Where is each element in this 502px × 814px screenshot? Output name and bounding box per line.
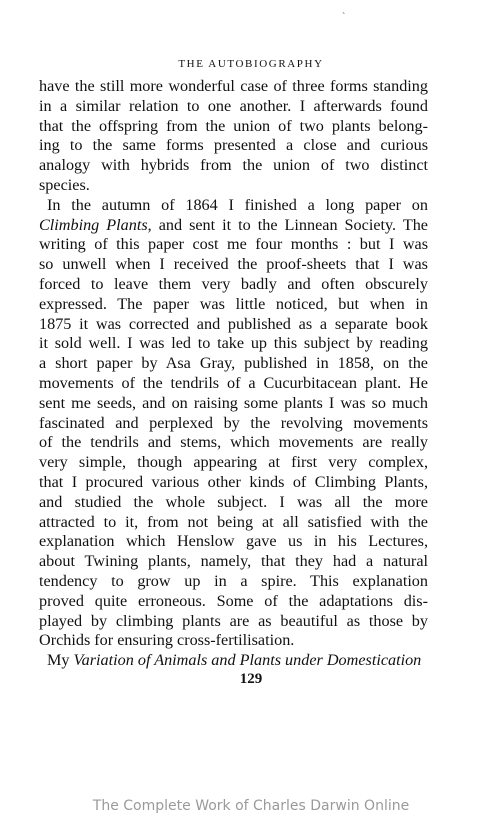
text-run: fascinated and perplexed by the revolving movements (39, 413, 428, 432)
text-line (39, 295, 428, 315)
text-run: that the offspring from the union of two plants belong- (39, 116, 428, 135)
text-line (39, 513, 428, 533)
italic-title: Variation of Animals and Plants under Domestication (73, 651, 422, 670)
text-run: that I procured various other kinds of Climbing Plants, (39, 472, 428, 491)
text-line (39, 493, 428, 513)
text-run: My (47, 651, 74, 670)
text-line (39, 275, 428, 295)
text-run: played by climbing plants are as beautiful as those by (39, 611, 428, 630)
text-line (39, 136, 428, 156)
text-line (39, 117, 428, 137)
text-run: proved quite erroneous. Some of the adaptations dis- (39, 591, 428, 610)
text-run: in a similar relation to one another. I afterwards found (39, 96, 428, 115)
text-run: movements of the tendrils of a Cucurbitacean plant. He (39, 373, 428, 392)
text-run: attracted to it, from not being at all satisfied with the (39, 512, 428, 531)
text-run: so unwell when I received the proof-sheets that I was (39, 255, 428, 274)
text-run: expressed. The paper was little noticed, but when in (39, 294, 428, 313)
text-line (39, 532, 428, 552)
text-line (39, 552, 428, 572)
text-line (39, 473, 428, 493)
text-run: and studied the whole subject. I was all the more (39, 492, 428, 511)
text-line (39, 216, 428, 236)
text-run: sent me seeds, and on raising some plants I was so much (39, 393, 428, 412)
text-line (39, 612, 428, 632)
text-line (39, 394, 428, 414)
text-line (39, 97, 428, 117)
text-line (39, 414, 428, 434)
text-run: forced to leave them very badly and often obscurely (39, 274, 428, 293)
body-text (39, 77, 428, 671)
text-line (39, 651, 428, 671)
text-line (39, 453, 428, 473)
text-line (39, 592, 428, 612)
text-run: explanation which Henslow gave us in his Lectures, (39, 532, 428, 551)
text-line (39, 255, 428, 275)
text-run: species. (39, 175, 90, 194)
text-run: Orchids for ensuring cross-fertilisation. (39, 631, 295, 650)
page-number: 129 (239, 671, 263, 687)
text-run: analogy with hybrids from the union of two distinct (39, 156, 428, 175)
text-run: a short paper by Asa Gray, published in 1858, on the (39, 354, 428, 373)
text-line (39, 315, 428, 335)
text-line (39, 354, 428, 374)
running-head: THE AUTOBIOGRAPHY (178, 58, 324, 70)
text-run: 1875 it was corrected and published as a separate book (39, 314, 428, 333)
text-line (39, 631, 428, 651)
stray-mark: ` (342, 12, 346, 23)
text-run: , and sent it to the Linnean Society. The (147, 215, 428, 234)
text-line (39, 176, 428, 196)
text-line (39, 235, 428, 255)
text-run: about Twining plants, namely, that they had a natural (39, 552, 428, 571)
text-line (39, 196, 428, 216)
text-run: tendency to grow up in a spire. This explanation (39, 571, 428, 590)
footer-credit: The Complete Work of Charles Darwin Online (92, 798, 410, 814)
text-run: very simple, though appearing at first very complex, (39, 453, 428, 472)
text-line (39, 374, 428, 394)
text-run: ing to the same forms presented a close and curious (39, 136, 428, 155)
text-line (39, 572, 428, 592)
text-line (39, 334, 428, 354)
text-run: writing of this paper cost me four months : but I was (39, 235, 428, 254)
text-line (39, 156, 428, 176)
text-line (39, 433, 428, 453)
italic-title: Climbing Plants (39, 215, 148, 234)
text-run: have the still more wonderful case of three forms standing (39, 77, 428, 95)
text-run: of the tendrils and stems, which movements are really (39, 433, 428, 452)
text-run: In the autumn of 1864 I finished a long paper on (47, 195, 428, 214)
text-run: it sold well. I was led to take up this subject by reading (39, 334, 428, 353)
text-line (39, 77, 428, 97)
